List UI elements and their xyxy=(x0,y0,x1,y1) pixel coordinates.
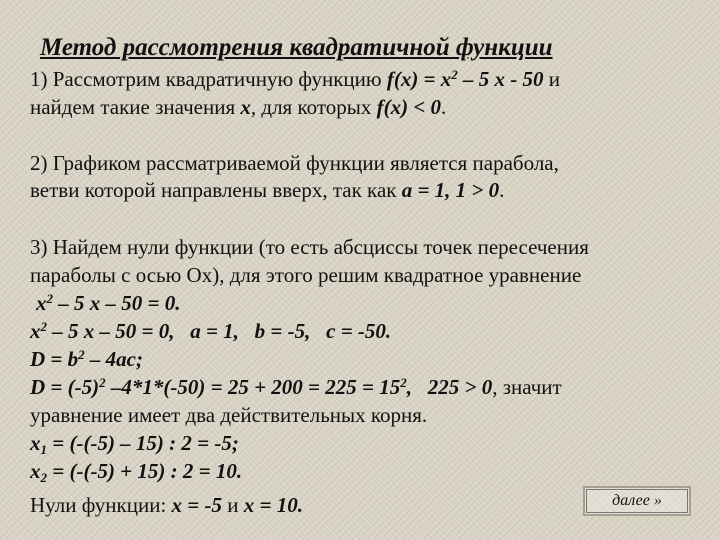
formula-part: D = b xyxy=(30,347,79,371)
coefficient-condition: а = 1, 1 > 0 xyxy=(401,178,500,202)
step2-line1: 2) Графиком рассматриваемой функции является парабола, xyxy=(30,151,559,175)
conclusion-text: , значит xyxy=(492,375,562,399)
exponent: 2 xyxy=(40,319,47,334)
period: . xyxy=(499,178,505,202)
step1-line1 xyxy=(30,66,560,92)
conjunction: и xyxy=(222,493,244,517)
exponent: 2 xyxy=(99,375,106,390)
exponent: 2 xyxy=(400,375,407,390)
root-x1 xyxy=(30,430,239,456)
exponent: 2 xyxy=(46,291,53,306)
discriminant-calc xyxy=(30,374,562,400)
formula-part: D = (-5) xyxy=(30,375,100,399)
zero-value: x = -5 xyxy=(171,493,223,517)
root-x2 xyxy=(30,458,242,484)
step3-line1: 3) Найдем нули функции (то есть абсциссы точек пересечения xyxy=(30,235,589,259)
exponent: 2 xyxy=(78,347,85,362)
formula-part: f(x) = x xyxy=(386,67,452,91)
next-button[interactable]: далее » xyxy=(583,486,691,516)
period: . xyxy=(441,95,447,119)
formula-part: x xyxy=(30,319,41,343)
conjunction: и xyxy=(543,67,561,91)
coefficients-line xyxy=(30,318,391,344)
discriminant-formula xyxy=(30,346,143,372)
slide-title: Метод рассмотрения квадратичной функции xyxy=(40,34,553,61)
step1-text: , для которых xyxy=(250,95,377,119)
formula-part: x xyxy=(36,291,47,315)
inequality: f(x) < 0 xyxy=(376,95,442,119)
step1-text: 1) Рассмотрим квадратичную функцию xyxy=(30,67,387,91)
roots-statement: уравнение имеет два действительных корня. xyxy=(30,403,428,427)
function-zeros xyxy=(30,492,303,518)
formula-part: x xyxy=(30,459,41,483)
discriminant-expression xyxy=(30,375,492,399)
formula-part: – 5 x - 50 xyxy=(457,67,544,91)
step3-line2: параболы с осью Ох), для этого решим квадратное уравнение xyxy=(30,263,582,287)
function-formula xyxy=(387,67,544,91)
formula-part: = (-(-5) – 15) : 2 = -5; xyxy=(47,431,239,455)
subscript: 1 xyxy=(40,442,47,457)
formula-part: – 5 x – 50 = 0, a = 1, b = -5, c = -50. xyxy=(47,319,392,343)
step2-line2 xyxy=(30,177,504,203)
formula-part: , 225 > 0 xyxy=(406,375,493,399)
formula-part: – 5 x – 50 = 0. xyxy=(53,291,181,315)
step2-text: ветви которой направлены вверх, так как xyxy=(30,178,402,202)
formula-part: – 4ac; xyxy=(84,347,143,371)
subscript: 2 xyxy=(40,470,47,485)
formula-part: = (-(-5) + 15) : 2 = 10. xyxy=(47,459,243,483)
variable-x: x xyxy=(240,95,251,119)
zeros-label: Нули функции: xyxy=(30,493,172,517)
step1-text: найдем такие значения xyxy=(30,95,241,119)
exponent: 2 xyxy=(451,67,458,82)
quadratic-equation xyxy=(36,290,180,316)
step1-line2 xyxy=(30,94,446,120)
zero-value: x = 10. xyxy=(243,493,303,517)
formula-part: x xyxy=(30,431,41,455)
formula-part: –4*1*(-50) = 25 + 200 = 225 = 15 xyxy=(105,375,401,399)
